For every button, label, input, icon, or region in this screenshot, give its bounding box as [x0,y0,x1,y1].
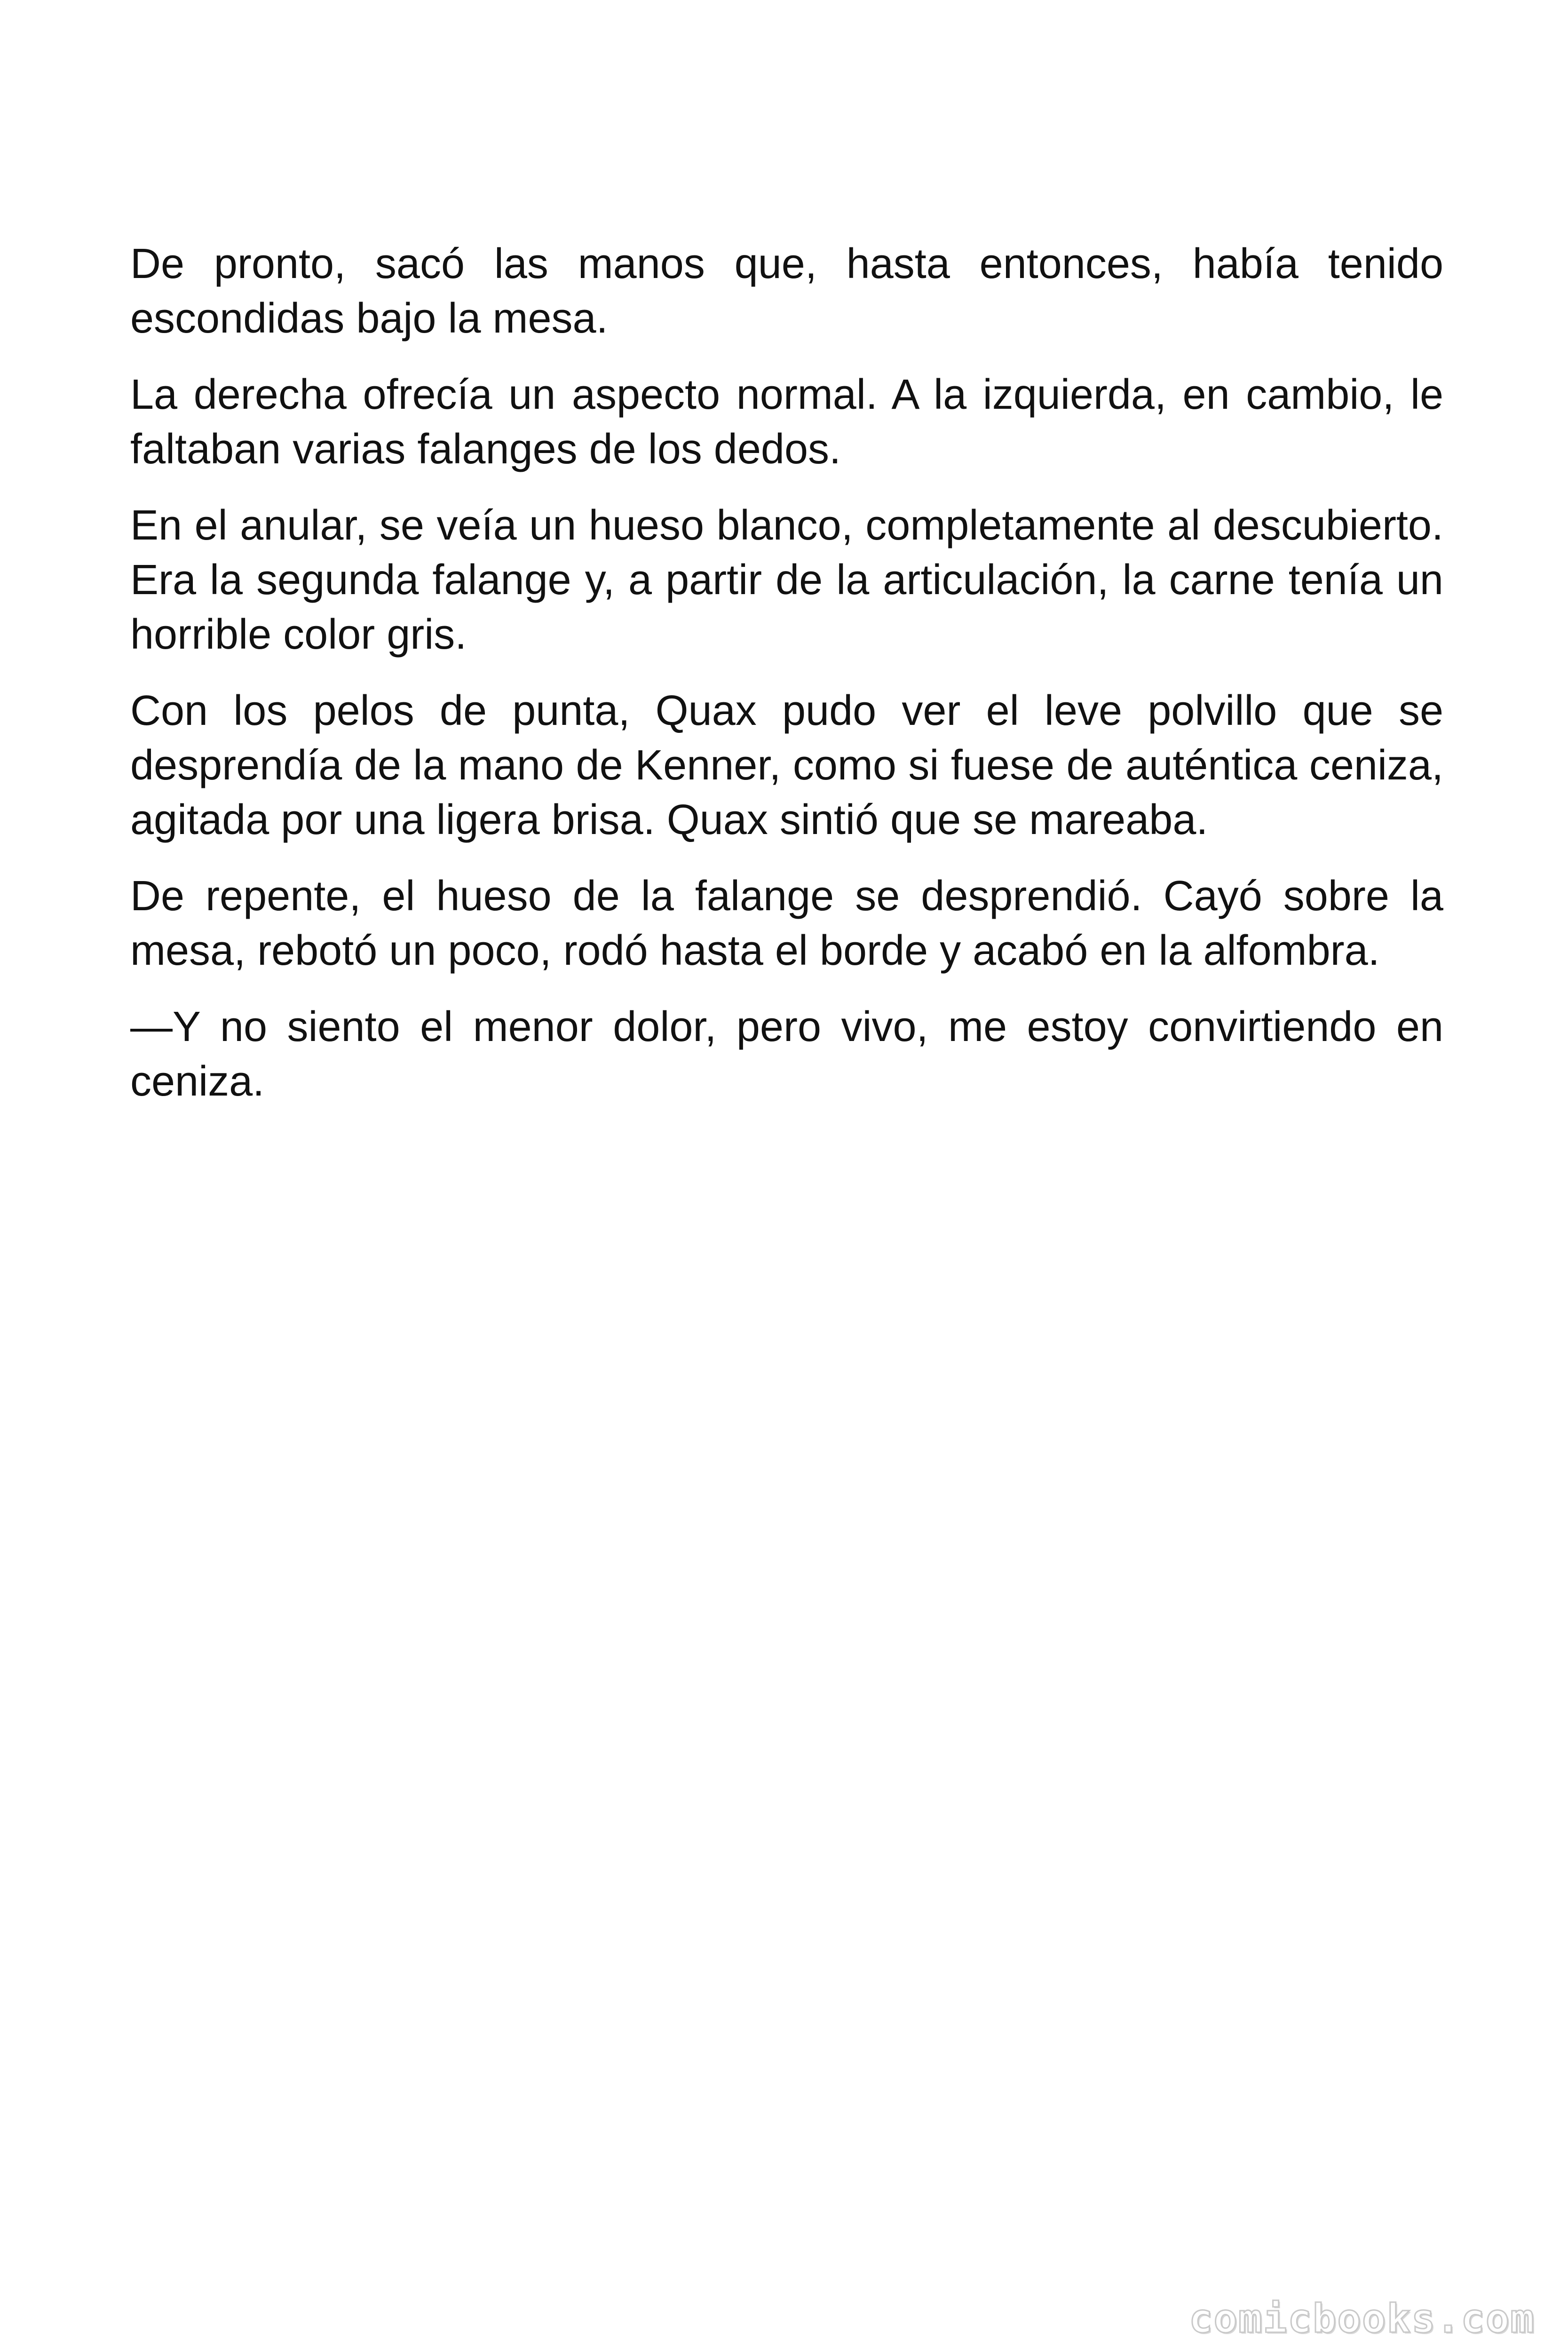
watermark: comicbooks.com [1188,2296,1535,2342]
paragraph-6: —Y no siento el menor dolor, pero vivo, me estoy convirtiendo en ceniza. [130,1003,1443,1105]
paragraph-5: De repente, el hueso de la falange se desprendió. Cayó sobre la mesa, rebotó un poco, rodó hasta el borde y acabó en la alfombra. [130,873,1443,974]
paragraph-1: De pronto, sacó las manos que, hasta entonces, había tenido escondidas bajo la mesa. [130,240,1443,342]
paragraph-4: Con los pelos de punta, Quax pudo ver el leve polvillo que se desprendía de la mano de Kenner, como si fuese de auténtica ceniza, agitada por una ligera brisa. Quax sintió que se mareaba. [130,687,1443,843]
paragraph-2: La derecha ofrecía un aspecto normal. A la izquierda, en cambio, le faltaban varias falanges de los dedos. [130,371,1443,473]
body-text [130,237,1443,1130]
paragraph-3: En el anular, se veía un hueso blanco, completamente al descubierto. Era la segunda falange y, a partir de la articulación, la carne tenía un horrible color gris. [130,502,1443,658]
